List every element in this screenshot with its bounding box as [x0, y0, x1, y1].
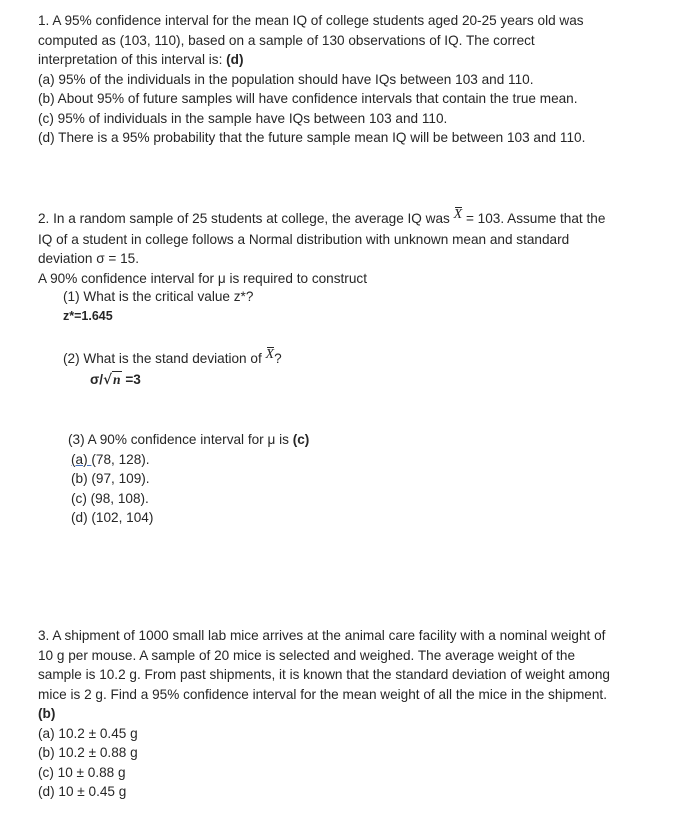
- q2-sub-2-question: [63, 349, 693, 370]
- q2-sub-3-option-d: (d) (102, 104): [71, 510, 154, 525]
- q2-text-line-2: IQ of a student in college follows a Normal distribution with unknown mean and standard: [38, 231, 570, 247]
- q3-text-line-4: mice is 2 g. Find a 95% confidence interval for the mean weight of all the mice in the shipment.: [38, 686, 607, 702]
- q2-sub-3-question: [68, 430, 696, 450]
- q2-sub-2: [63, 349, 693, 390]
- question-2: [38, 209, 668, 288]
- q2-sub-3: [68, 430, 696, 528]
- question-3: [38, 626, 668, 802]
- q2-text-line-4: A 90% confidence interval for μ is required to construct: [38, 270, 367, 286]
- q2-sub-3-option-a-label: (a): [71, 451, 92, 467]
- q1-text-line-2: computed as (103, 110), based on a sample of 130 observations of IQ. The correct: [38, 32, 535, 48]
- q2-line-1-start: 2. In a random sample of 25 students at college, the average IQ was: [38, 211, 454, 226]
- q3-text-line-1: 3. A shipment of 1000 small lab mice arrives at the animal care facility with a nominal weight of: [38, 628, 606, 643]
- sqrt-symbol: √: [103, 371, 113, 388]
- q2-sub-1-question: (1) What is the critical value z*?: [63, 289, 254, 304]
- q1-option-b: (b) About 95% of future samples will have confidence intervals that contain the true mean.: [38, 91, 578, 106]
- q2-line-1-end: = 103. Assume that the: [462, 211, 606, 226]
- question-1: [38, 11, 668, 148]
- sub-2-result: =3: [121, 371, 141, 387]
- x-bar-symbol-2: X: [266, 345, 275, 365]
- q2-sub-2-question-text: (2) What is the stand deviation of: [63, 351, 266, 366]
- q2-sub-2-answer: [63, 370, 693, 391]
- q2-sub-3-option-c: (c) (98, 108).: [71, 490, 149, 506]
- q3-option-c: (c) 10 ± 0.88 g: [38, 764, 126, 780]
- q3-option-a: (a) 10.2 ± 0.45 g: [38, 725, 138, 741]
- q2-sub-3-option-a-value: (78, 128).: [91, 451, 150, 467]
- q2-sub-3-option-b: (b) (97, 109).: [71, 471, 150, 486]
- q1-text-line-3: [38, 50, 668, 70]
- q3-answer: (b): [38, 706, 56, 721]
- sqrt-n: n: [113, 371, 121, 387]
- q2-text-line-1: [38, 209, 668, 230]
- sigma-over: σ/: [90, 371, 104, 387]
- q2-text-line-3: deviation σ = 15.: [38, 251, 139, 266]
- q2-sub-1-answer: z*=1.645: [63, 308, 113, 323]
- q3-option-d: (d) 10 ± 0.45 g: [38, 784, 127, 799]
- q1-option-a: (a) 95% of the individuals in the population should have IQs between 103 and 110.: [38, 71, 534, 87]
- q1-option-c: (c) 95% of individuals in the sample have IQs between 103 and 110.: [38, 110, 448, 126]
- q2-sub-3-option-a: [68, 450, 696, 470]
- q1-text-line-1: 1. A 95% confidence interval for the mean IQ of college students aged 20-25 years old was: [38, 13, 584, 28]
- q2-sub-2-question-mark: ?: [274, 351, 282, 366]
- q2-sub-1: [63, 287, 693, 326]
- q3-text-line-3: sample is 10.2 g. From past shipments, it is known that the standard deviation of weight among: [38, 667, 610, 682]
- q1-text-line-3-body: interpretation of this interval is:: [38, 52, 227, 67]
- q2-sub-3-question-text: (3) A 90% confidence interval for μ is: [68, 432, 293, 447]
- x-bar-symbol: X: [454, 205, 463, 225]
- q3-text-line-2: 10 g per mouse. A sample of 20 mice is selected and weighed. The average weight of the: [38, 647, 576, 663]
- q3-option-b: (b) 10.2 ± 0.88 g: [38, 745, 138, 760]
- q1-answer: (d): [226, 52, 244, 67]
- q2-sub-3-answer: (c): [292, 432, 310, 447]
- q1-option-d: (d) There is a 95% probability that the future sample mean IQ will be between 103 and 110.: [38, 130, 586, 145]
